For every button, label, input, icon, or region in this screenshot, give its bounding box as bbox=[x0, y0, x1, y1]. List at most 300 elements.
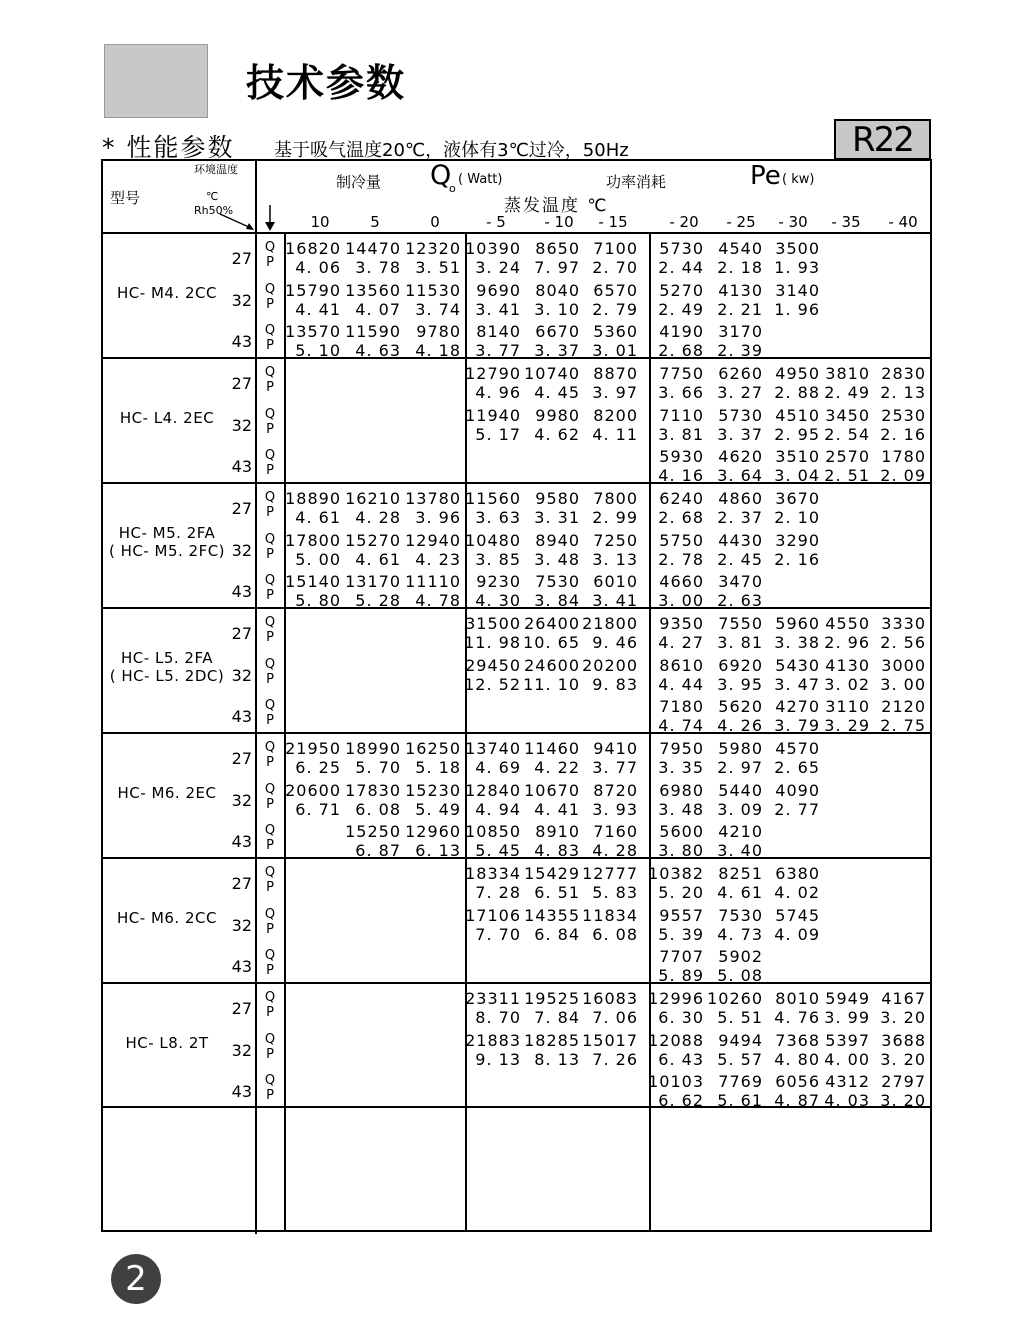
evaporating-temp-label: 蒸发温度 ℃ bbox=[504, 196, 609, 216]
cooling-capacity-cell: 5949 bbox=[825, 989, 870, 1008]
cooling-capacity-cell: 9980 bbox=[535, 406, 580, 425]
power-consumption-cell: 2. 95 bbox=[774, 425, 820, 444]
power-consumption-cell: 9. 13 bbox=[475, 1050, 521, 1069]
cooling-capacity-cell: 9230 bbox=[476, 572, 521, 591]
ambient-temp-value: 27 bbox=[231, 624, 252, 643]
cooling-capacity-cell: 9557 bbox=[659, 906, 704, 925]
power-consumption-cell: 2. 49 bbox=[824, 383, 870, 402]
power-consumption-label: 功率消耗 bbox=[606, 173, 667, 191]
cooling-capacity-cell: 16250 bbox=[405, 739, 461, 758]
power-consumption-cell: 3. 97 bbox=[592, 383, 638, 402]
cooling-capacity-cell: 10740 bbox=[524, 364, 580, 383]
p-row-marker: P bbox=[266, 297, 274, 312]
p-row-marker: P bbox=[266, 838, 274, 853]
p-row-marker: P bbox=[266, 1047, 274, 1062]
q-row-marker: Q bbox=[264, 698, 276, 713]
power-consumption-cell: 4. 02 bbox=[774, 883, 820, 902]
power-consumption-cell: 4. 61 bbox=[295, 508, 341, 527]
cooling-capacity-cell: 21800 bbox=[582, 614, 638, 633]
power-consumption-cell: 4. 83 bbox=[534, 841, 580, 860]
cooling-capacity-cell: 5600 bbox=[659, 822, 704, 841]
ambient-temp-value: 32 bbox=[231, 416, 252, 435]
power-consumption-cell: 2. 54 bbox=[824, 425, 870, 444]
p-row-marker: P bbox=[266, 755, 274, 770]
model-name bbox=[107, 784, 227, 802]
q-row-marker: Q bbox=[264, 365, 276, 380]
power-consumption-cell: 2. 88 bbox=[774, 383, 820, 402]
power-consumption-cell: 4. 16 bbox=[658, 466, 704, 485]
cooling-capacity-cell: 12777 bbox=[582, 864, 638, 883]
q-row-marker: Q bbox=[264, 865, 276, 880]
power-consumption-cell: 4. 76 bbox=[774, 1008, 820, 1027]
cooling-capacity-cell: 7769 bbox=[718, 1072, 763, 1091]
cooling-capacity-cell: 2797 bbox=[881, 1072, 926, 1091]
model-name-line: HC- M6. 2EC bbox=[117, 784, 217, 802]
cooling-capacity-cell: 17106 bbox=[465, 906, 521, 925]
cooling-capacity-cell: 4130 bbox=[825, 656, 870, 675]
humidity-label: Rh50% bbox=[194, 204, 234, 217]
header-gray-box bbox=[104, 44, 208, 118]
power-consumption-cell: 3. 04 bbox=[774, 466, 820, 485]
cooling-capacity-cell: 4430 bbox=[718, 531, 763, 550]
power-consumption-cell: 7. 28 bbox=[475, 883, 521, 902]
ambient-temp-value: 27 bbox=[231, 874, 252, 893]
cooling-capacity-cell: 11940 bbox=[465, 406, 521, 425]
q-row-marker: Q bbox=[264, 532, 276, 547]
column-divider bbox=[255, 159, 257, 1234]
power-consumption-cell: 2. 16 bbox=[880, 425, 926, 444]
power-consumption-cell: 4. 07 bbox=[355, 300, 401, 319]
power-consumption-cell: 7. 06 bbox=[592, 1008, 638, 1027]
row-divider bbox=[101, 982, 932, 984]
power-consumption-cell: 2. 21 bbox=[717, 300, 763, 319]
power-consumption-cell: 2. 39 bbox=[717, 341, 763, 360]
power-consumption-cell: 5. 45 bbox=[475, 841, 521, 860]
cooling-capacity-cell: 11110 bbox=[405, 572, 461, 591]
cooling-capacity-cell: 10480 bbox=[465, 531, 521, 550]
power-consumption-cell: 3. 41 bbox=[475, 300, 521, 319]
cooling-capacity-cell: 1780 bbox=[881, 447, 926, 466]
cooling-capacity-cell: 5440 bbox=[718, 781, 763, 800]
power-consumption-cell: 10. 65 bbox=[523, 633, 580, 652]
pe-symbol: Pe bbox=[750, 161, 781, 191]
cooling-capacity-cell: 3500 bbox=[775, 239, 820, 258]
q-row-marker: Q bbox=[264, 490, 276, 505]
row-divider bbox=[101, 232, 932, 234]
power-consumption-cell: 5. 20 bbox=[658, 883, 704, 902]
power-consumption-cell: 3. 41 bbox=[592, 591, 638, 610]
cooling-capacity-cell: 8610 bbox=[659, 656, 704, 675]
cooling-capacity-cell: 3510 bbox=[775, 447, 820, 466]
cooling-capacity-cell: 7160 bbox=[593, 822, 638, 841]
ambient-temp-value: 27 bbox=[231, 374, 252, 393]
power-consumption-cell: 5. 57 bbox=[717, 1050, 763, 1069]
cooling-capacity-cell: 20600 bbox=[285, 781, 341, 800]
power-consumption-cell: 3. 99 bbox=[824, 1008, 870, 1027]
cooling-capacity-cell: 7750 bbox=[659, 364, 704, 383]
cooling-capacity-cell: 3450 bbox=[825, 406, 870, 425]
power-consumption-cell: 3. 81 bbox=[658, 425, 704, 444]
ambient-temp-value: 43 bbox=[231, 332, 252, 351]
ambient-unit-label: ℃ bbox=[206, 190, 219, 203]
evap-temp-header: - 25 bbox=[726, 213, 756, 231]
cooling-capacity-cell: 8910 bbox=[535, 822, 580, 841]
cooling-capacity-cell: 21883 bbox=[465, 1031, 521, 1050]
power-consumption-cell: 6. 84 bbox=[534, 925, 580, 944]
cooling-capacity-cell: 9494 bbox=[718, 1031, 763, 1050]
cooling-capacity-cell: 10103 bbox=[648, 1072, 704, 1091]
ambient-temp-value: 32 bbox=[231, 916, 252, 935]
evap-temp-header: - 20 bbox=[669, 213, 699, 231]
cooling-capacity-cell: 7800 bbox=[593, 489, 638, 508]
power-consumption-cell: 4. 28 bbox=[355, 508, 401, 527]
power-consumption-cell: 4. 00 bbox=[824, 1050, 870, 1069]
cooling-capacity-cell: 8200 bbox=[593, 406, 638, 425]
cooling-capacity-cell: 17830 bbox=[345, 781, 401, 800]
cooling-capacity-cell: 6010 bbox=[593, 572, 638, 591]
cooling-capacity-cell: 11560 bbox=[465, 489, 521, 508]
cooling-capacity-cell: 5270 bbox=[659, 281, 704, 300]
cooling-capacity-cell: 16820 bbox=[285, 239, 341, 258]
power-consumption-cell: 3. 29 bbox=[824, 716, 870, 735]
cooling-capacity-cell: 14355 bbox=[524, 906, 580, 925]
cooling-capacity-cell: 5730 bbox=[718, 406, 763, 425]
cooling-capacity-cell: 10850 bbox=[465, 822, 521, 841]
cooling-capacity-cell: 19525 bbox=[524, 989, 580, 1008]
power-consumption-cell: 2. 97 bbox=[717, 758, 763, 777]
p-row-marker: P bbox=[266, 505, 274, 520]
cooling-capacity-cell: 9690 bbox=[476, 281, 521, 300]
power-consumption-cell: 4. 78 bbox=[415, 591, 461, 610]
power-consumption-cell: 4. 61 bbox=[717, 883, 763, 902]
cooling-capacity-cell: 7530 bbox=[718, 906, 763, 925]
cooling-capacity-cell: 8251 bbox=[718, 864, 763, 883]
power-consumption-cell: 3. 37 bbox=[717, 425, 763, 444]
power-consumption-cell: 3. 40 bbox=[717, 841, 763, 860]
cooling-capacity-cell: 13560 bbox=[345, 281, 401, 300]
power-consumption-cell: 5. 08 bbox=[717, 966, 763, 985]
power-consumption-cell: 5. 89 bbox=[658, 966, 704, 985]
q-row-marker: Q bbox=[264, 1032, 276, 1047]
power-consumption-cell: 3. 64 bbox=[717, 466, 763, 485]
power-consumption-cell: 7. 26 bbox=[592, 1050, 638, 1069]
power-consumption-cell: 3. 93 bbox=[592, 800, 638, 819]
cooling-capacity-cell: 7707 bbox=[659, 947, 704, 966]
cooling-capacity-cell: 4620 bbox=[718, 447, 763, 466]
cooling-capacity-cell: 9410 bbox=[593, 739, 638, 758]
cooling-capacity-cell: 8870 bbox=[593, 364, 638, 383]
cooling-capacity-cell: 21950 bbox=[285, 739, 341, 758]
power-consumption-cell: 2. 49 bbox=[658, 300, 704, 319]
power-consumption-cell: 5. 70 bbox=[355, 758, 401, 777]
cooling-capacity-cell: 12320 bbox=[405, 239, 461, 258]
power-consumption-cell: 2. 75 bbox=[880, 716, 926, 735]
cooling-capacity-cell: 4660 bbox=[659, 572, 704, 591]
cooling-capacity-cell: 8010 bbox=[775, 989, 820, 1008]
power-consumption-cell: 4. 62 bbox=[534, 425, 580, 444]
power-consumption-cell: 3. 20 bbox=[880, 1008, 926, 1027]
power-consumption-cell: 3. 51 bbox=[415, 258, 461, 277]
power-consumption-cell: 4. 61 bbox=[355, 550, 401, 569]
cooling-capacity-cell: 14470 bbox=[345, 239, 401, 258]
power-consumption-cell: 3. 20 bbox=[880, 1050, 926, 1069]
p-row-marker: P bbox=[266, 463, 274, 478]
model-name-alt: ( HC- L5. 2DC) bbox=[109, 667, 225, 685]
power-consumption-cell: 2. 96 bbox=[824, 633, 870, 652]
model-name bbox=[107, 409, 227, 427]
model-name bbox=[107, 284, 227, 302]
power-consumption-cell: 2. 99 bbox=[592, 508, 638, 527]
cooling-capacity-cell: 5750 bbox=[659, 531, 704, 550]
model-name-line: HC- M6. 2CC bbox=[117, 909, 217, 927]
power-consumption-cell: 2. 68 bbox=[658, 341, 704, 360]
ambient-temp-value: 27 bbox=[231, 749, 252, 768]
power-consumption-cell: 5. 80 bbox=[295, 591, 341, 610]
page-number: 2 bbox=[111, 1254, 161, 1304]
ambient-temp-value: 32 bbox=[231, 291, 252, 310]
power-consumption-cell: 1. 93 bbox=[774, 258, 820, 277]
power-consumption-cell: 6. 08 bbox=[355, 800, 401, 819]
power-consumption-cell: 6. 87 bbox=[355, 841, 401, 860]
power-consumption-cell: 2. 16 bbox=[774, 550, 820, 569]
power-consumption-cell: 3. 24 bbox=[475, 258, 521, 277]
power-consumption-cell: 8. 13 bbox=[534, 1050, 580, 1069]
cooling-capacity-cell: 9580 bbox=[535, 489, 580, 508]
cooling-capacity-cell: 6980 bbox=[659, 781, 704, 800]
cooling-capacity-cell: 10260 bbox=[707, 989, 763, 1008]
power-consumption-cell: 2. 79 bbox=[592, 300, 638, 319]
power-consumption-cell: 11. 98 bbox=[464, 633, 521, 652]
cooling-capacity-cell: 18285 bbox=[524, 1031, 580, 1050]
ambient-temp-value: 32 bbox=[231, 541, 252, 560]
power-consumption-cell: 3. 96 bbox=[415, 508, 461, 527]
p-row-marker: P bbox=[266, 547, 274, 562]
power-consumption-cell: 2. 70 bbox=[592, 258, 638, 277]
cooling-capacity-cell: 4270 bbox=[775, 697, 820, 716]
power-consumption-cell: 3. 38 bbox=[774, 633, 820, 652]
cooling-capacity-cell: 23311 bbox=[465, 989, 521, 1008]
power-consumption-cell: 3. 78 bbox=[355, 258, 401, 277]
cooling-capacity-cell: 3330 bbox=[881, 614, 926, 633]
cooling-capacity-cell: 8650 bbox=[535, 239, 580, 258]
ambient-temp-value: 43 bbox=[231, 957, 252, 976]
model-name-line: HC- L8. 2T bbox=[125, 1034, 209, 1052]
cooling-capacity-cell: 7550 bbox=[718, 614, 763, 633]
power-consumption-cell: 3. 48 bbox=[534, 550, 580, 569]
power-consumption-cell: 3. 66 bbox=[658, 383, 704, 402]
cooling-capacity-cell: 31500 bbox=[465, 614, 521, 633]
power-consumption-cell: 5. 83 bbox=[592, 883, 638, 902]
cooling-capacity-cell: 15270 bbox=[345, 531, 401, 550]
p-row-marker: P bbox=[266, 588, 274, 603]
power-consumption-cell: 6. 71 bbox=[295, 800, 341, 819]
ambient-temp-value: 27 bbox=[231, 249, 252, 268]
power-consumption-cell: 3. 37 bbox=[534, 341, 580, 360]
power-consumption-cell: 5. 61 bbox=[717, 1091, 763, 1110]
ambient-temp-value: 43 bbox=[231, 1082, 252, 1101]
cooling-capacity-cell: 8140 bbox=[476, 322, 521, 341]
cooling-capacity-cell: 7110 bbox=[659, 406, 704, 425]
cooling-capacity-cell: 10382 bbox=[648, 864, 704, 883]
power-consumption-cell: 4. 26 bbox=[717, 716, 763, 735]
power-consumption-cell: 5. 49 bbox=[415, 800, 461, 819]
p-row-marker: P bbox=[266, 963, 274, 978]
power-consumption-cell: 9. 83 bbox=[592, 675, 638, 694]
power-consumption-cell: 6. 43 bbox=[658, 1050, 704, 1069]
ambient-temp-value: 27 bbox=[231, 499, 252, 518]
ambient-temp-value: 32 bbox=[231, 1041, 252, 1060]
cooling-capacity-cell: 8720 bbox=[593, 781, 638, 800]
cooling-capacity-cell: 9780 bbox=[416, 322, 461, 341]
ambient-temp-value: 43 bbox=[231, 832, 252, 851]
power-consumption-cell: 3. 00 bbox=[658, 591, 704, 610]
cooling-capacity-cell: 12840 bbox=[465, 781, 521, 800]
cooling-capacity-cell: 18890 bbox=[285, 489, 341, 508]
evap-temp-header: - 35 bbox=[831, 213, 861, 231]
model-name-line: HC- L5. 2FA bbox=[121, 649, 213, 667]
cooling-capacity-cell: 10670 bbox=[524, 781, 580, 800]
q-symbol: Q bbox=[430, 160, 452, 191]
q-row-marker: Q bbox=[264, 823, 276, 838]
ambient-temp-value: 32 bbox=[231, 666, 252, 685]
cooling-capacity-cell: 7100 bbox=[593, 239, 638, 258]
power-consumption-cell: 6. 51 bbox=[534, 883, 580, 902]
power-consumption-cell: 4. 96 bbox=[475, 383, 521, 402]
evap-temp-header: 10 bbox=[310, 213, 330, 231]
cooling-capacity-cell: 3470 bbox=[718, 572, 763, 591]
cooling-capacity-cell: 5430 bbox=[775, 656, 820, 675]
power-consumption-cell: 4. 11 bbox=[592, 425, 638, 444]
power-consumption-cell: 4. 63 bbox=[355, 341, 401, 360]
power-consumption-cell: 3. 79 bbox=[774, 716, 820, 735]
ambient-temp-label: 环境温度 bbox=[194, 163, 238, 176]
power-consumption-cell: 4. 27 bbox=[658, 633, 704, 652]
evap-temp-header: - 30 bbox=[778, 213, 808, 231]
power-consumption-cell: 4. 80 bbox=[774, 1050, 820, 1069]
cooling-capacity-cell: 6056 bbox=[775, 1072, 820, 1091]
cooling-capacity-label: 制冷量 bbox=[336, 173, 382, 191]
cooling-capacity-cell: 4167 bbox=[881, 989, 926, 1008]
cooling-capacity-cell: 7950 bbox=[659, 739, 704, 758]
cooling-capacity-cell: 6380 bbox=[775, 864, 820, 883]
cooling-capacity-cell: 12960 bbox=[405, 822, 461, 841]
p-row-marker: P bbox=[266, 630, 274, 645]
test-conditions: 基于吸气温度20℃，液体有3℃过冷，50Hz bbox=[274, 140, 629, 161]
cooling-capacity-cell: 15250 bbox=[345, 822, 401, 841]
power-consumption-cell: 4. 09 bbox=[774, 925, 820, 944]
cooling-capacity-cell: 8940 bbox=[535, 531, 580, 550]
power-consumption-cell: 5. 39 bbox=[658, 925, 704, 944]
ambient-temp-value: 32 bbox=[231, 791, 252, 810]
power-consumption-cell: 3. 00 bbox=[880, 675, 926, 694]
q-unit: ( Watt) bbox=[458, 172, 503, 187]
cooling-capacity-cell: 12088 bbox=[648, 1031, 704, 1050]
q-row-marker: Q bbox=[264, 740, 276, 755]
cooling-capacity-cell: 3110 bbox=[825, 697, 870, 716]
cooling-capacity-cell: 7530 bbox=[535, 572, 580, 591]
cooling-capacity-cell: 4860 bbox=[718, 489, 763, 508]
cooling-capacity-cell: 15140 bbox=[285, 572, 341, 591]
q-row-marker: Q bbox=[264, 948, 276, 963]
cooling-capacity-cell: 11530 bbox=[405, 281, 461, 300]
ambient-temp-value: 43 bbox=[231, 582, 252, 601]
p-row-marker: P bbox=[266, 422, 274, 437]
power-consumption-cell: 3. 84 bbox=[534, 591, 580, 610]
down-arrow-icon bbox=[262, 204, 278, 232]
q-row-marker: Q bbox=[264, 573, 276, 588]
power-consumption-cell: 4. 69 bbox=[475, 758, 521, 777]
power-consumption-cell: 4. 41 bbox=[534, 800, 580, 819]
power-consumption-cell: 2. 18 bbox=[717, 258, 763, 277]
cooling-capacity-cell: 4540 bbox=[718, 239, 763, 258]
cooling-capacity-cell: 2830 bbox=[881, 364, 926, 383]
cooling-capacity-cell: 3140 bbox=[775, 281, 820, 300]
p-row-marker: P bbox=[266, 713, 274, 728]
power-consumption-cell: 4. 87 bbox=[774, 1091, 820, 1110]
cooling-capacity-cell: 17800 bbox=[285, 531, 341, 550]
power-consumption-cell: 7. 70 bbox=[475, 925, 521, 944]
model-name-line: HC- M5. 2FA bbox=[118, 524, 216, 542]
cooling-capacity-cell: 6920 bbox=[718, 656, 763, 675]
evap-temp-header: 0 bbox=[430, 213, 440, 231]
cooling-capacity-cell: 26400 bbox=[524, 614, 580, 633]
power-consumption-cell: 12. 52 bbox=[464, 675, 521, 694]
cooling-capacity-cell: 4130 bbox=[718, 281, 763, 300]
cooling-capacity-cell: 2530 bbox=[881, 406, 926, 425]
power-consumption-cell: 2. 78 bbox=[658, 550, 704, 569]
power-consumption-cell: 7. 84 bbox=[534, 1008, 580, 1027]
power-consumption-cell: 6. 62 bbox=[658, 1091, 704, 1110]
power-consumption-cell: 6. 30 bbox=[658, 1008, 704, 1027]
cooling-capacity-cell: 11834 bbox=[582, 906, 638, 925]
power-consumption-cell: 9. 46 bbox=[592, 633, 638, 652]
cooling-capacity-cell: 13570 bbox=[285, 322, 341, 341]
power-consumption-cell: 4. 45 bbox=[534, 383, 580, 402]
power-consumption-cell: 3. 48 bbox=[658, 800, 704, 819]
power-consumption-cell: 2. 09 bbox=[880, 466, 926, 485]
p-row-marker: P bbox=[266, 672, 274, 687]
power-consumption-cell: 3. 95 bbox=[717, 675, 763, 694]
power-consumption-cell: 6. 13 bbox=[415, 841, 461, 860]
power-consumption-cell: 2. 10 bbox=[774, 508, 820, 527]
model-name-alt: ( HC- M5. 2FC) bbox=[108, 542, 226, 560]
evap-temp-header: - 10 bbox=[544, 213, 574, 231]
cooling-capacity-cell: 4312 bbox=[825, 1072, 870, 1091]
power-consumption-cell: 11. 10 bbox=[523, 675, 580, 694]
p-row-marker: P bbox=[266, 880, 274, 895]
cooling-capacity-cell: 11590 bbox=[345, 322, 401, 341]
power-consumption-cell: 2. 77 bbox=[774, 800, 820, 819]
q-row-marker: Q bbox=[264, 657, 276, 672]
q-row-marker: Q bbox=[264, 448, 276, 463]
ambient-temp-value: 43 bbox=[231, 707, 252, 726]
power-consumption-cell: 3. 09 bbox=[717, 800, 763, 819]
cooling-capacity-cell: 12790 bbox=[465, 364, 521, 383]
q-row-marker: Q bbox=[264, 282, 276, 297]
p-row-marker: P bbox=[266, 797, 274, 812]
power-consumption-cell: 5. 10 bbox=[295, 341, 341, 360]
power-consumption-cell: 4. 94 bbox=[475, 800, 521, 819]
cooling-capacity-cell: 13780 bbox=[405, 489, 461, 508]
cooling-capacity-cell: 6260 bbox=[718, 364, 763, 383]
q-row-marker: Q bbox=[264, 907, 276, 922]
evap-temp-header: - 15 bbox=[598, 213, 628, 231]
cooling-capacity-cell: 7180 bbox=[659, 697, 704, 716]
power-consumption-cell: 5. 51 bbox=[717, 1008, 763, 1027]
cooling-capacity-cell: 18990 bbox=[345, 739, 401, 758]
cooling-capacity-cell: 13170 bbox=[345, 572, 401, 591]
cooling-capacity-cell: 5902 bbox=[718, 947, 763, 966]
